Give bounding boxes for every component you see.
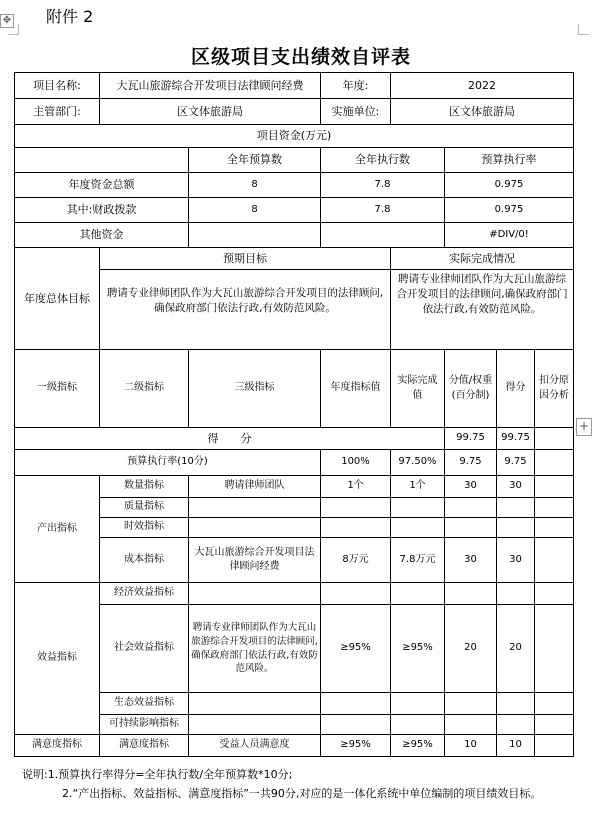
output-indicator-label: 产出指标 xyxy=(15,476,100,583)
funds-blank-header xyxy=(15,148,189,173)
effect-econ-l2: 经济效益指标 xyxy=(100,583,189,605)
empty-cell[interactable] xyxy=(391,498,445,518)
empty-cell[interactable] xyxy=(497,693,535,715)
funds-row-label: 其中:财政拨款 xyxy=(15,198,189,223)
empty-cell[interactable] xyxy=(321,715,391,735)
budget-exec-score[interactable]: 9.75 xyxy=(497,450,535,476)
empty-cell[interactable] xyxy=(321,518,391,538)
funds-col-budget: 全年预算数 xyxy=(189,148,321,173)
empty-cell[interactable] xyxy=(535,498,574,518)
satisfaction-indicator-label: 满意度指标 xyxy=(15,735,100,757)
funds-col-exec: 全年执行数 xyxy=(321,148,445,173)
total-score-reason[interactable] xyxy=(535,428,574,450)
ind-header-actual: 实际完成值 xyxy=(391,350,445,428)
empty-cell[interactable] xyxy=(189,583,321,605)
ind-header-level1: 一级指标 xyxy=(15,350,100,428)
satisfaction-score[interactable]: 10 xyxy=(497,735,535,757)
funds-row-exec[interactable]: 7.8 xyxy=(321,173,445,198)
empty-cell[interactable] xyxy=(189,498,321,518)
ind-header-level2: 二级指标 xyxy=(100,350,189,428)
output-cost-target[interactable]: 8万元 xyxy=(321,538,391,583)
budget-exec-weight[interactable]: 9.75 xyxy=(445,450,497,476)
empty-cell[interactable] xyxy=(535,715,574,735)
satisfaction-target[interactable]: ≥95% xyxy=(321,735,391,757)
budget-exec-target[interactable]: 100% xyxy=(321,450,391,476)
effect-social-reason[interactable] xyxy=(535,605,574,693)
effect-indicator-label: 效益指标 xyxy=(15,583,100,735)
total-score-weight[interactable]: 99.75 xyxy=(445,428,497,450)
year-label: 年度: xyxy=(321,73,391,99)
funds-row-budget[interactable]: 8 xyxy=(189,198,321,223)
empty-cell[interactable] xyxy=(445,693,497,715)
goal-label: 年度总体目标 xyxy=(15,248,100,350)
empty-cell[interactable] xyxy=(391,583,445,605)
output-quality-l2: 质量指标 xyxy=(100,498,189,518)
empty-cell[interactable] xyxy=(189,715,321,735)
output-cost-actual[interactable]: 7.8万元 xyxy=(391,538,445,583)
output-cost-l2: 成本指标 xyxy=(100,538,189,583)
empty-cell[interactable] xyxy=(445,583,497,605)
add-column-icon[interactable]: + xyxy=(576,418,592,436)
funds-row-rate[interactable]: #DIV/0! xyxy=(445,223,574,248)
satisfaction-actual[interactable]: ≥95% xyxy=(391,735,445,757)
empty-cell[interactable] xyxy=(445,518,497,538)
form-title: 区级项目支出绩效自评表 xyxy=(190,46,411,68)
funds-row-rate[interactable]: 0.975 xyxy=(445,173,574,198)
empty-cell[interactable] xyxy=(391,693,445,715)
note-line-2: 2.“产出指标、效益指标、满意度指标”一共90分,对应的是一体化系统中单位编制的项目绩效目标。 xyxy=(62,787,542,800)
goal-actual-text[interactable]: 聘请专业律师团队作为大瓦山旅游综合开发项目的法律顾问,确保政府部门依法行政,有效防范风险。 xyxy=(391,270,574,350)
effect-social-target[interactable]: ≥95% xyxy=(321,605,391,693)
output-qty-reason[interactable] xyxy=(535,476,574,498)
impl-label: 实施单位: xyxy=(321,99,391,125)
empty-cell[interactable] xyxy=(535,693,574,715)
empty-cell[interactable] xyxy=(535,518,574,538)
funds-row-label: 其他资金 xyxy=(15,223,189,248)
output-qty-target[interactable]: 1个 xyxy=(321,476,391,498)
notes-section xyxy=(22,765,578,803)
empty-cell[interactable] xyxy=(189,518,321,538)
total-score-label: 得 分 xyxy=(15,428,445,450)
funds-row-exec[interactable]: 7.8 xyxy=(321,198,445,223)
effect-social-l2: 社会效益指标 xyxy=(100,605,189,693)
project-name-value[interactable]: 大瓦山旅游综合开发项目法律顾问经费 xyxy=(100,73,321,99)
empty-cell[interactable] xyxy=(497,518,535,538)
dept-value[interactable]: 区文体旅游局 xyxy=(100,99,321,125)
empty-cell[interactable] xyxy=(321,693,391,715)
output-cost-reason[interactable] xyxy=(535,538,574,583)
satisfaction-l2: 满意度指标 xyxy=(100,735,189,757)
empty-cell[interactable] xyxy=(189,693,321,715)
empty-cell[interactable] xyxy=(497,715,535,735)
impl-value[interactable]: 区文体旅游局 xyxy=(391,99,574,125)
output-qty-score[interactable]: 30 xyxy=(497,476,535,498)
ind-header-target: 年度指标值 xyxy=(321,350,391,428)
attachment-label: 附件 2 xyxy=(46,7,94,26)
dept-label: 主管部门: xyxy=(15,99,100,125)
effect-social-actual[interactable]: ≥95% xyxy=(391,605,445,693)
empty-cell[interactable] xyxy=(497,583,535,605)
evaluation-table xyxy=(14,72,574,757)
funds-header: 项目资金(万元) xyxy=(15,125,574,148)
effect-sustain-l2: 可持续影响指标 xyxy=(100,715,189,735)
total-score-value[interactable]: 99.75 xyxy=(497,428,535,450)
table-move-handle-icon[interactable]: ✥ xyxy=(0,14,14,28)
empty-cell[interactable] xyxy=(391,715,445,735)
output-qty-l3[interactable]: 聘请律师团队 xyxy=(189,476,321,498)
output-cost-l3[interactable]: 大瓦山旅游综合开发项目法律顾问经费 xyxy=(189,538,321,583)
empty-cell[interactable] xyxy=(321,583,391,605)
empty-cell[interactable] xyxy=(445,498,497,518)
effect-social-score[interactable]: 20 xyxy=(497,605,535,693)
empty-cell[interactable] xyxy=(535,583,574,605)
satisfaction-reason[interactable] xyxy=(535,735,574,757)
output-qty-weight[interactable]: 30 xyxy=(445,476,497,498)
effect-social-weight[interactable]: 20 xyxy=(445,605,497,693)
goal-actual-header: 实际完成情况 xyxy=(391,248,574,270)
effect-eco-l2: 生态效益指标 xyxy=(100,693,189,715)
satisfaction-l3[interactable]: 受益人员满意度 xyxy=(189,735,321,757)
funds-row-label: 年度资金总额 xyxy=(15,173,189,198)
budget-exec-actual[interactable]: 97.50% xyxy=(391,450,445,476)
empty-cell[interactable] xyxy=(445,715,497,735)
effect-social-l3[interactable]: 聘请专业律师团队作为大瓦山旅游综合开发项目的法律顾问,确保政府部门依法行政,有效防范风险。 xyxy=(189,605,321,693)
note-line-1: 说明:1.预算执行率得分=全年执行数/全年预算数*10分; xyxy=(22,768,293,781)
year-value[interactable]: 2022 xyxy=(391,73,574,99)
ind-header-score: 得分 xyxy=(497,350,535,428)
empty-cell[interactable] xyxy=(497,498,535,518)
margin-corner-mark xyxy=(578,24,589,35)
empty-cell[interactable] xyxy=(321,498,391,518)
output-cost-score[interactable]: 30 xyxy=(497,538,535,583)
funds-row-budget[interactable]: 8 xyxy=(189,173,321,198)
output-qty-actual[interactable]: 1个 xyxy=(391,476,445,498)
output-qty-l2: 数量指标 xyxy=(100,476,189,498)
ind-header-weight: 分值/权重(百分制) xyxy=(445,350,497,428)
empty-cell[interactable] xyxy=(391,518,445,538)
budget-exec-reason[interactable] xyxy=(535,450,574,476)
funds-row-rate[interactable]: 0.975 xyxy=(445,198,574,223)
budget-exec-label: 预算执行率(10分) xyxy=(15,450,321,476)
goal-expected-text[interactable]: 聘请专业律师团队作为大瓦山旅游综合开发项目的法律顾问,确保政府部门依法行政,有效防范风险。 xyxy=(100,270,391,350)
funds-col-rate: 预算执行率 xyxy=(445,148,574,173)
satisfaction-weight[interactable]: 10 xyxy=(445,735,497,757)
funds-row-exec[interactable] xyxy=(321,223,445,248)
goal-expected-header: 预期目标 xyxy=(100,248,391,270)
output-cost-weight[interactable]: 30 xyxy=(445,538,497,583)
margin-corner-mark xyxy=(8,24,19,35)
output-time-l2: 时效指标 xyxy=(100,518,189,538)
ind-header-level3: 三级指标 xyxy=(189,350,321,428)
ind-header-reason: 扣分原因分析 xyxy=(535,350,574,428)
funds-row-budget[interactable] xyxy=(189,223,321,248)
project-name-label: 项目名称: xyxy=(15,73,100,99)
